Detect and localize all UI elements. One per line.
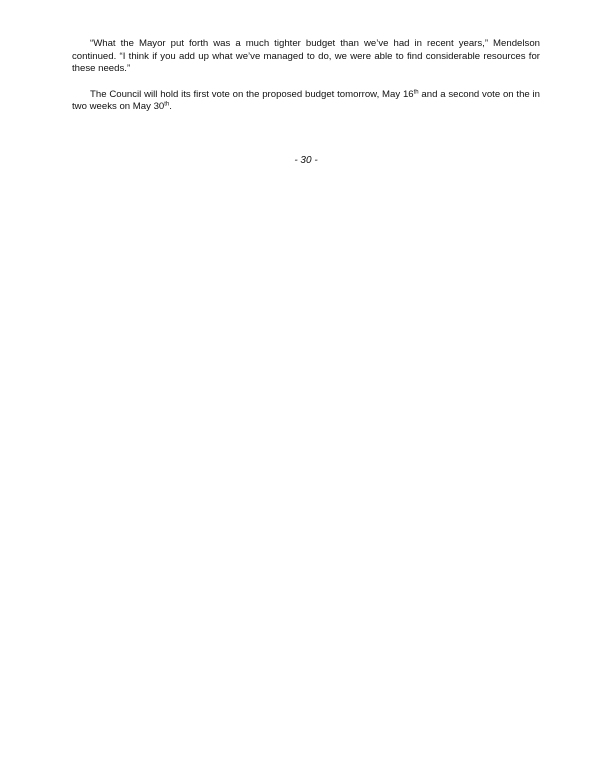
paragraph-text-part: and a second vote on the in two weeks on May 30 (72, 88, 541, 113)
quote-paragraph: “What the Mayor put forth was a much tighter budget than we’ve had in recent years,” Mendelson continued. “I think if you add up what we’ve managed to do, we were able to find considerable resources for these needs.” (72, 38, 540, 75)
paragraph-text-part: The Council will hold its first vote on the proposed budget tomorrow, May 16 (90, 88, 414, 100)
vote-schedule-paragraph (72, 89, 540, 114)
page-number: - 30 - (294, 155, 318, 166)
document-body (72, 38, 540, 114)
ordinal-suffix: th (164, 101, 170, 108)
ordinal-suffix: th (413, 89, 419, 96)
paragraph-text-part: . (169, 101, 172, 113)
